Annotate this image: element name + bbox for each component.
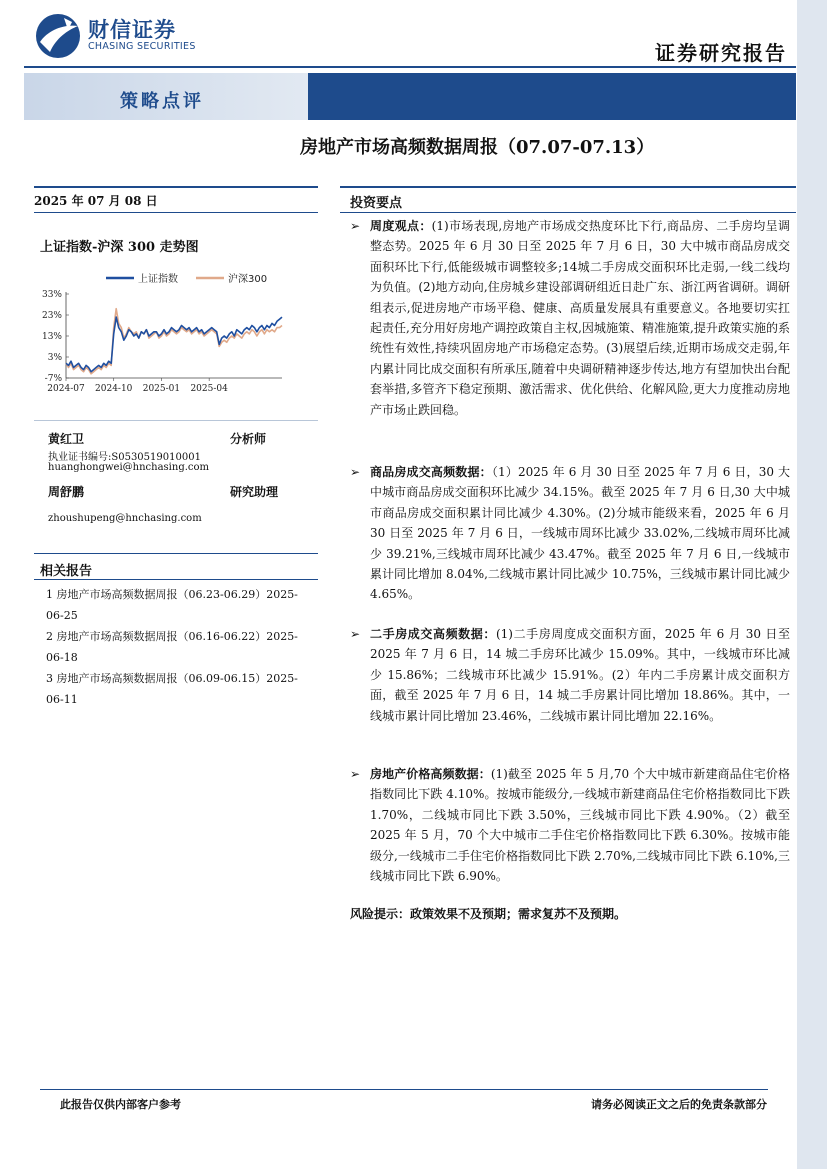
bullet-label: 房地产价格高频数据： xyxy=(370,767,491,781)
footer-divider xyxy=(40,1089,768,1090)
arrow-bullet-icon: ➢ xyxy=(350,465,361,479)
related-top-rule xyxy=(34,553,318,554)
invest-top-rule xyxy=(340,186,796,188)
y-tick-label: 13% xyxy=(41,332,62,342)
bullet-label: 周度观点： xyxy=(370,219,432,233)
chart-divider xyxy=(34,420,318,421)
arrow-bullet-icon: ➢ xyxy=(350,627,361,641)
bullet-new-homes xyxy=(350,462,790,605)
logo-text-en: CHASING SECURITIES xyxy=(88,41,196,52)
bullet-text: (1)二手房周度成交面积方面，2025 年 6 月 30 日至 2025 年 7 月 6 日，14 城二手房环比减少 15.09%。其中，一线城市环比减少 15.86%；二线城市环比减少 15.91%。(2）年内二手房累计成交面积方面，截至 2025 年 7 月 6 日，14 城二手房累计同比增加 18.86%。其中，一线城市累计同比增加 23.46%，二线城市累计同比增加 22.16%。 xyxy=(370,627,790,723)
footer-disclaimer[interactable]: 请务必阅读正文之后的免责条款部分 xyxy=(591,1098,767,1111)
related-reports-title: 相关报告 xyxy=(40,564,93,579)
risk-warning: 风险提示：政策效果不及预期；需求复苏不及预期。 xyxy=(350,907,627,921)
report-type: 证券研究报告 xyxy=(655,41,787,65)
bullet-label: 商品房成交高频数据： xyxy=(370,465,492,479)
bullet-prices xyxy=(350,764,790,886)
section-banner-right xyxy=(308,73,796,120)
report-date: 2025 年 07 月 08 日 xyxy=(34,194,158,208)
arrow-bullet-icon: ➢ xyxy=(350,219,361,233)
invest-points-title: 投资要点 xyxy=(350,196,403,211)
section-label: 策略点评 xyxy=(120,91,204,112)
header-divider xyxy=(24,66,796,68)
legend-label: 上证指数 xyxy=(138,274,178,285)
x-tick-label: 2025-01 xyxy=(142,384,181,394)
date-divider xyxy=(34,212,318,213)
bullet-second-hand xyxy=(350,624,790,726)
left-top-rule xyxy=(34,186,318,188)
assistant-email[interactable]: zhoushupeng@hnchasing.com xyxy=(48,513,202,524)
bullet-label: 二手房成交高频数据： xyxy=(370,627,496,641)
invest-divider xyxy=(340,212,796,213)
y-tick-label: 3% xyxy=(47,353,62,363)
series-line-csi300 xyxy=(66,309,282,374)
related-report-item[interactable]: 3 房地产市场高频数据周报（06.09-06.15）2025-06-11 xyxy=(46,672,298,706)
bullet-text: （1）2025 年 6 月 30 日至 2025 年 7 月 6 日，30 大中城市商品房成交面积环比减少 34.15%。截至 2025 年 7 月 6 日,30 大中城市商品房成交面积累计同比减少 4.30%。(2)分城市能级来看，2025 年 6 月 30 日至 2025 年 7 月 6 日，一线城市周环比减少 33.02%,二线城市周环比减少 39.21%,三线城市周环比减少 43.47%。截至 2025 年 7 月 6 日,一线城市累计同比增加 8.04%,二线城市累计同比减少 10.75%，三线城市累计同比减少 4.65%。 xyxy=(370,465,790,602)
logo-text-cn: 财信证券 xyxy=(88,18,176,42)
bullet-weekly-view xyxy=(350,216,790,420)
analyst-email[interactable]: huanghongwei@hnchasing.com xyxy=(48,462,210,473)
legend-label: 沪深300 xyxy=(228,274,268,285)
x-tick-label: 2024-07 xyxy=(47,384,85,394)
page-title: 房地产市场高频数据周报（07.07-07.13） xyxy=(300,137,655,158)
analyst-name: 黄红卫 xyxy=(48,432,85,446)
chart-title: 上证指数-沪深 300 走势图 xyxy=(40,240,199,255)
related-report-item[interactable]: 1 房地产市场高频数据周报（06.23-06.29）2025-06-25 xyxy=(46,588,298,622)
assistant-name: 周舒鹏 xyxy=(48,485,85,499)
analyst-license: 执业证书编号:S0530519010001 xyxy=(48,452,201,463)
y-tick-label: -7% xyxy=(44,374,62,384)
assistant-role: 研究助理 xyxy=(230,485,279,499)
bullet-text: (1)市场表现,房地产市场成交热度环比下行,商品房、二手房均呈调整态势。2025 年 6 月 30 日至 2025 年 7 月 6 日，30 大中城市商品房成交面积环比下行,低能级城市调整较多;14城二手房成交面积环比走弱,一线二线均为负值。(2)地方动向,住房城乡建设部调研组近日赴广东、浙江两省调研。调研组表示,促进房地产市场平稳、健康、高质量发展具有重要意义。各地要切实扛起责任,充分用好房地产调控政策自主权,因城施策、精准施策,提升政策实施的系统性有效性,持续巩固房地产市场稳定态势。(3)展望后续,近期市场成交走弱,年内累计同比成交面积有所承压,随着中央调研精神逐步传达,地方有望加快出台配套举措,多管齐下稳定预期、激活需求、优化供给、化解风险,更大力度推动房地产市场止跌回稳。 xyxy=(370,219,790,417)
page-side-strip xyxy=(797,0,827,1169)
x-tick-label: 2025-04 xyxy=(190,384,228,394)
footer-note: 此报告仅供内部客户参考 xyxy=(60,1098,181,1111)
index-trend-chart xyxy=(30,262,290,402)
y-tick-label: 33% xyxy=(41,290,62,300)
x-tick-label: 2024-10 xyxy=(95,384,133,394)
bullet-text: (1)截至 2025 年 5 月,70 个大中城市新建商品住宅价格指数同比下跌 4.10%。按城市能级分,一线城市新建商品住宅价格指数同比下跌 1.70%，二线城市同比下跌 3.50%，三线城市同比下跌 4.90%。（2）截至 2025 年 5 月，70 个大中城市二手住宅价格指数同比下跌 6.30%。按城市能级分,一线城市二手住宅价格指数同比下跌 2.70%,二线城市同比下跌 6.10%,三线城市同比下跌 6.90%。 xyxy=(370,767,790,884)
series-line-sse xyxy=(66,317,282,372)
related-report-item[interactable]: 2 房地产市场高频数据周报（06.16-06.22）2025-06-18 xyxy=(46,630,298,664)
logo-mark-icon xyxy=(34,12,84,60)
y-tick-label: 23% xyxy=(41,311,62,321)
analyst-role: 分析师 xyxy=(230,432,267,446)
related-divider xyxy=(34,579,318,580)
arrow-bullet-icon: ➢ xyxy=(350,767,361,781)
